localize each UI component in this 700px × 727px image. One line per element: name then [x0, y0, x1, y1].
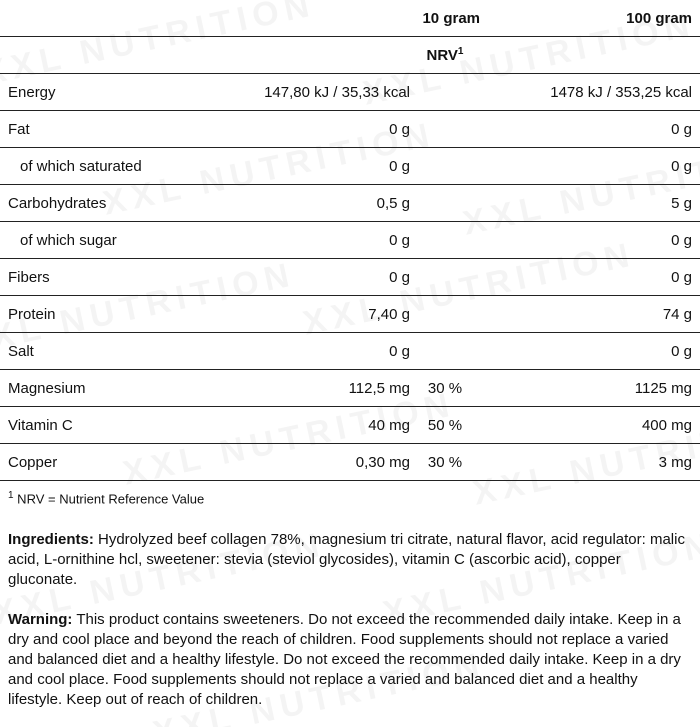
value-100-gram: 0 g [510, 259, 700, 296]
nutrient-row [0, 74, 700, 111]
header-row [0, 0, 700, 37]
ingredients-text: Hydrolyzed beef collagen 78%, magnesium tri citrate, natural flavor, acid regulator: malic acid, L-ornithine hcl, sweetener: stevia (steviol glycosides), vitamin C (ascorbic acid), copper gluconate. [8, 531, 685, 588]
nutrient-name: Copper [0, 444, 240, 481]
nutrient-row [0, 185, 700, 222]
nutrient-row [0, 148, 700, 185]
value-100-gram: 5 g [510, 185, 700, 222]
value-10-gram: 147,80 kJ / 35,33 kcal [240, 74, 410, 111]
nrv-value [410, 74, 510, 111]
value-10-gram: 0 g [240, 111, 410, 148]
nutrient-row [0, 407, 700, 444]
ingredients-paragraph [0, 530, 700, 590]
nrv-label: NRV [426, 47, 458, 64]
nutrient-name: Fat [0, 111, 240, 148]
nrv-header-row [0, 37, 700, 74]
value-10-gram: 0 g [240, 259, 410, 296]
value-100-gram: 0 g [510, 333, 700, 370]
nutrient-rows [0, 74, 700, 481]
nutrient-row [0, 444, 700, 481]
warning-paragraph [0, 610, 700, 710]
nutrient-row [0, 259, 700, 296]
value-10-gram: 112,5 mg [240, 370, 410, 407]
nrv-value [410, 148, 510, 185]
value-100-gram: 3 mg [510, 444, 700, 481]
footnote-text: NRV = Nutrient Reference Value [13, 491, 205, 507]
value-100-gram: 1125 mg [510, 370, 700, 407]
nrv-value [410, 111, 510, 148]
value-100-gram: 400 mg [510, 407, 700, 444]
value-10-gram: 0,5 g [240, 185, 410, 222]
value-100-gram: 0 g [510, 148, 700, 185]
nutrient-name: Magnesium [0, 370, 240, 407]
nutrient-name: of which saturated [0, 148, 240, 185]
warning-text: This product contains sweeteners. Do not exceed the recommended daily intake. Keep in a dry and cool place and beyond the reach of children. Food supplements should not replace a varied and balanced diet and a healthy lifestyle. Do not exceed the recommended daily intake. Keep in a dry and cool place. Food supplements should not replace a varied and balanced diet and a healthy lifestyle. Keep out of reach of children. [8, 611, 681, 708]
nutrient-name: Energy [0, 74, 240, 111]
nrv-value: 30 % [410, 370, 510, 407]
nrv-value [410, 259, 510, 296]
value-10-gram: 0,30 mg [240, 444, 410, 481]
nutrient-name: Fibers [0, 259, 240, 296]
nrv-value: 50 % [410, 407, 510, 444]
value-100-gram: 1478 kJ / 353,25 kcal [510, 74, 700, 111]
header-10-gram-label: 10 gram [422, 9, 481, 27]
nrv-header [410, 37, 510, 74]
value-10-gram: 0 g [240, 222, 410, 259]
nrv-value [410, 333, 510, 370]
header-blank [0, 0, 240, 37]
footnote [0, 481, 700, 510]
header-10-gram [240, 0, 510, 37]
footnote-superscript: 1 [8, 490, 14, 501]
nrv-blank [510, 37, 700, 74]
header-100-gram [510, 0, 700, 37]
nutrient-row [0, 111, 700, 148]
value-10-gram: 40 mg [240, 407, 410, 444]
nutrient-row [0, 222, 700, 259]
nutrient-name: Protein [0, 296, 240, 333]
nrv-blank [240, 37, 410, 74]
nrv-value [410, 222, 510, 259]
nrv-value [410, 296, 510, 333]
value-10-gram: 0 g [240, 148, 410, 185]
nrv-blank [0, 37, 240, 74]
value-100-gram: 0 g [510, 222, 700, 259]
nutrient-row [0, 296, 700, 333]
value-10-gram: 0 g [240, 333, 410, 370]
nutrient-name: Vitamin C [0, 407, 240, 444]
value-10-gram: 7,40 g [240, 296, 410, 333]
value-100-gram: 0 g [510, 111, 700, 148]
header-100-gram-label: 100 gram [626, 9, 693, 27]
warning-label: Warning: [8, 611, 73, 628]
nutrient-name: Salt [0, 333, 240, 370]
ingredients-label: Ingredients: [8, 531, 94, 548]
nutrient-row [0, 333, 700, 370]
nrv-value: 30 % [410, 444, 510, 481]
nutrient-row [0, 370, 700, 407]
nrv-superscript: 1 [457, 46, 464, 57]
nrv-value [410, 185, 510, 222]
nutrient-name: of which sugar [0, 222, 240, 259]
nutrient-name: Carbohydrates [0, 185, 240, 222]
value-100-gram: 74 g [510, 296, 700, 333]
